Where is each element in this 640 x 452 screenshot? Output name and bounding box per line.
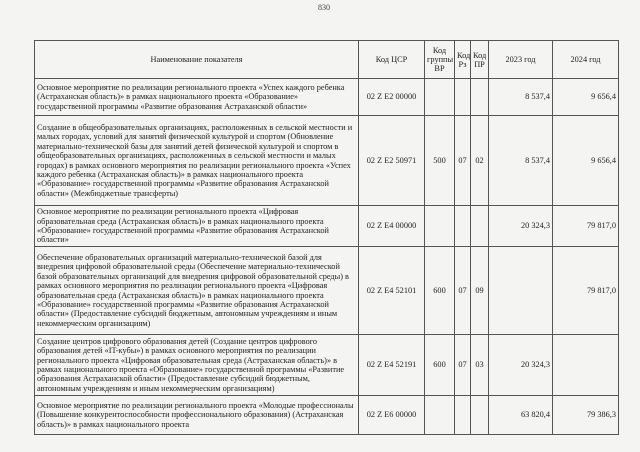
row-name: Основное мероприятие по реализации регионального проекта «Цифровая образовательная среда (Астраханская область)» в рамках национального проекта «Образование» государственной программы «Развитие образования Астраханской области»	[35, 206, 359, 247]
row-2023	[489, 247, 553, 335]
row-2024	[553, 335, 619, 396]
row-rz	[455, 79, 471, 116]
row-2023: 8 537,4	[489, 116, 553, 206]
header-rz: Код Рз	[455, 41, 471, 79]
row-csr: 02 Z E4 52101	[359, 247, 425, 335]
header-name: Наименование показателя	[35, 41, 359, 79]
row-vr	[425, 396, 455, 435]
header-2024: 2024 год	[553, 41, 619, 79]
row-rz	[455, 396, 471, 435]
row-csr: 02 Z E6 00000	[359, 396, 425, 435]
table-row	[35, 335, 619, 396]
row-vr: 600	[425, 335, 455, 396]
row-pr: 03	[471, 335, 489, 396]
row-2023: 63 820,4	[489, 396, 553, 435]
row-csr: 02 Z E2 50971	[359, 116, 425, 206]
row-2024: 9 656,4	[553, 79, 619, 116]
row-2024: 79 386,3	[553, 396, 619, 435]
header-2023: 2023 год	[489, 41, 553, 79]
row-name: Создание в общеобразовательных организациях, расположенных в сельской местности и малых городах, условий для занятий физической культурой и спортом (Обновление материально-технической базы для занятий детей физической культурой и спортом в общеобразовательных организациях, расположенных в сельской местности и малых городах) в рамках основного мероприятия по реализации регионального проекта «Успех каждого ребенка (Астраханская область)» в рамках национального проекта «Образование» государственной программы «Развитие образования Астраханской области» (Межбюджетные трансферты)	[35, 116, 359, 206]
row-name: Создание центров цифрового образования детей (Создание центров цифрового образования детей «IT-кубы») в рамках основного мероприятия по реализации регионального проекта «Цифровая образовательная среда (Астраханская область)» в рамках национального проекта «Образование» государственной программы «Развитие образования Астраханской области» (Предоставление субсидий бюджетным, автономным учреждениям и иным некоммерческим организациям)	[35, 335, 359, 396]
row-pr	[471, 206, 489, 247]
row-rz: 07	[455, 335, 471, 396]
header-vr: Код группы ВР	[425, 41, 455, 79]
row-pr	[471, 79, 489, 116]
table-row	[35, 247, 619, 335]
header-csr: Код ЦСР	[359, 41, 425, 79]
table-row	[35, 79, 619, 116]
row-rz	[455, 206, 471, 247]
row-pr: 02	[471, 116, 489, 206]
row-rz: 07	[455, 247, 471, 335]
budget-table	[34, 40, 619, 435]
page-number: 830	[318, 3, 330, 12]
row-2023: 20 324,3	[489, 206, 553, 247]
header-row	[35, 41, 619, 79]
row-vr: 600	[425, 247, 455, 335]
header-pr: Код ПР	[471, 41, 489, 79]
row-vr: 500	[425, 116, 455, 206]
row-2023: 20 324,3	[489, 335, 553, 396]
row-2024: 79 817,0	[553, 247, 619, 335]
table-row	[35, 116, 619, 206]
row-rz: 07	[455, 116, 471, 206]
row-2023: 8 537,4	[489, 79, 553, 116]
row-vr	[425, 79, 455, 116]
table-row	[35, 396, 619, 435]
row-vr	[425, 206, 455, 247]
row-name: Основное мероприятие по реализации регионального проекта «Молодые профессионалы (Повышение конкурентоспособности профессионального образования) (Астраханская область)» в рамках национального проекта	[35, 396, 359, 435]
row-2024: 9 656,4	[553, 116, 619, 206]
row-csr: 02 Z E2 00000	[359, 79, 425, 116]
row-pr: 09	[471, 247, 489, 335]
row-name: Основное мероприятие по реализации регионального проекта «Успех каждого ребенка (Астраханская область)» в рамках национального проекта «Образование» государственной программы «Развитие образования Астраханской области»	[35, 79, 359, 116]
row-name: Обеспечение образовательных организаций материально-технической базой для внедрения цифровой образовательной среды (Обеспечение материально-технической базой образовательных организаций для внедрения цифровой образовательной среды) в рамках основного мероприятия по реализации регионального проекта «Цифровая образовательная среда (Астраханская область)» в рамках национального проекта «Образование» государственной программы «Развитие образования Астраханской области» (Предоставление субсидий бюджетным, автономным учреждениям и иным некоммерческим организациям)	[35, 247, 359, 335]
row-csr: 02 Z E4 52191	[359, 335, 425, 396]
row-pr	[471, 396, 489, 435]
table-row	[35, 206, 619, 247]
row-csr: 02 Z E4 00000	[359, 206, 425, 247]
row-2024: 79 817,0	[553, 206, 619, 247]
